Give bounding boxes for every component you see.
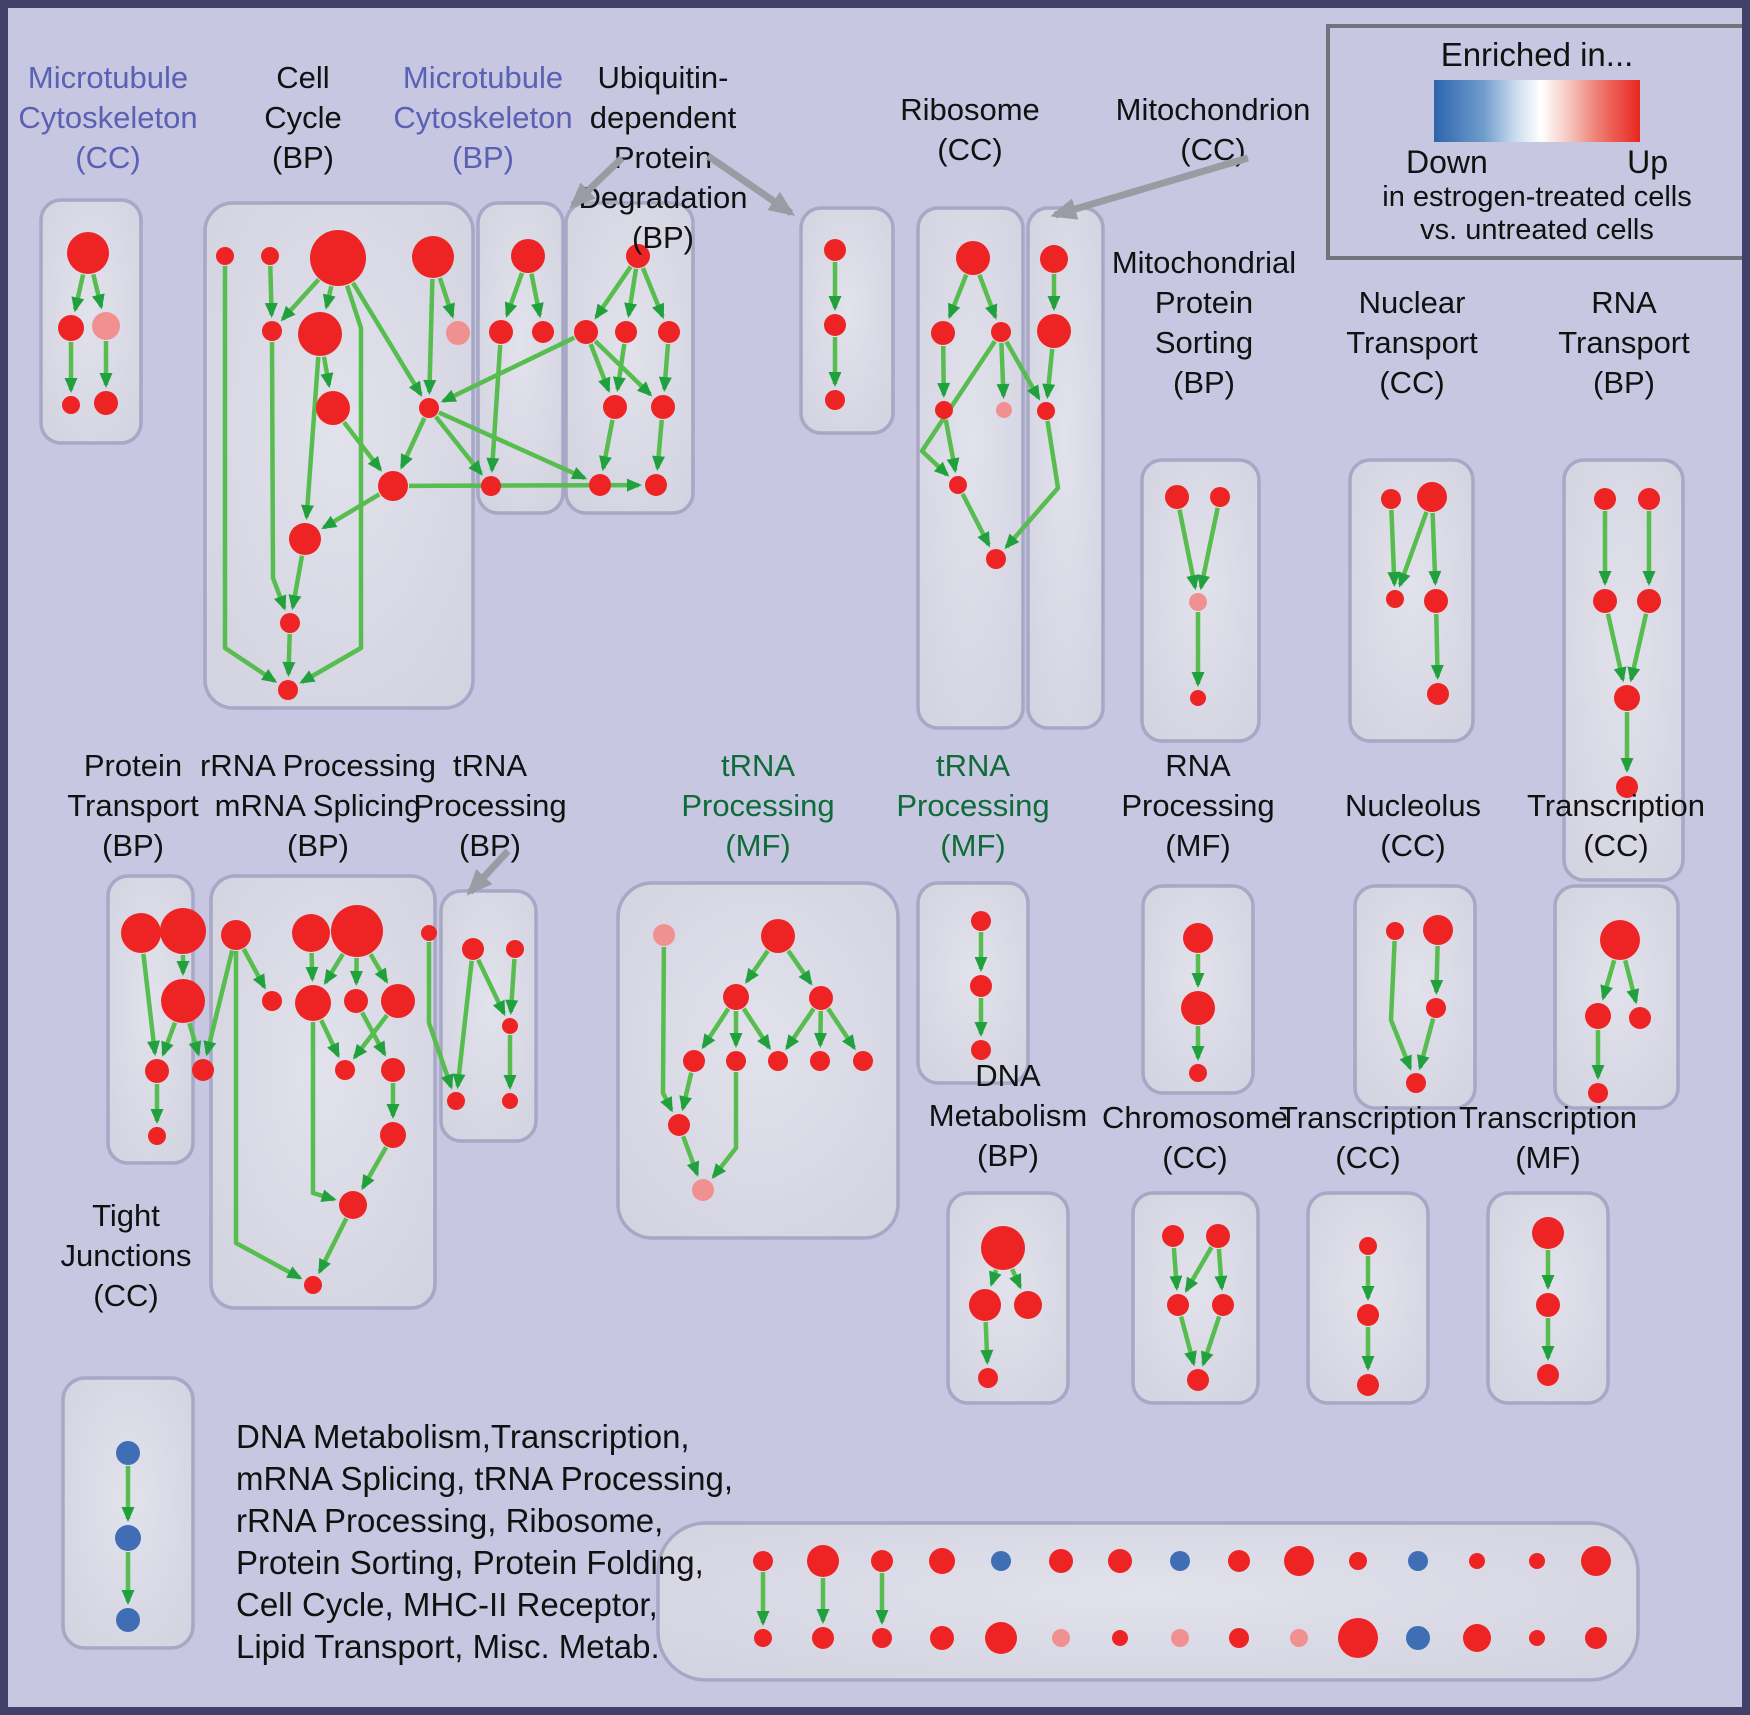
transcription_mf-red-node [1532,1217,1564,1249]
rna_transport-red-node [1614,685,1640,711]
dnamet-red-node [978,1368,998,1388]
nuclear_transport-red-node [1427,683,1449,705]
trnamf_big-pink-node [653,924,675,946]
mito_sorting-red-node [1190,690,1206,706]
trnamf_big-red-node [853,1051,873,1071]
label-protein-transport: Protein Transport (BP) [67,748,199,863]
legend-title: Enriched in... [1440,36,1634,73]
bottombox-top-red-node [753,1551,773,1571]
mito-red-node [1040,245,1068,273]
dnamet-box [948,1193,1068,1403]
label-mito-protein-sorting: Mitochondrial Protein Sorting (BP) [1111,245,1297,400]
nuclear_transport-edge [1391,510,1394,584]
label-microtubule-bp: Microtubule Cytoskeleton (BP) [393,60,573,175]
mt_bp-red-node [481,476,501,496]
transcription_cc_mid-box [1555,886,1678,1108]
cellcycle-edge [270,266,271,315]
trnamf_big-pink-node [692,1179,714,1201]
trnamf_big-red-node [726,1051,746,1071]
trnamf_big-edge [820,1011,821,1045]
label-rna-processing-mf: RNA Processing (MF) [1121,748,1275,863]
bottombox-bottom-red-node [1529,1630,1545,1646]
pt-red-node [121,913,161,953]
rrna-edge [312,953,313,979]
rrna-red-node [295,985,331,1021]
nuclear_transport-red-node [1417,482,1447,512]
label-ribosome: Ribosome (CC) [900,92,1040,167]
label-trna-processing-mf-1: tRNA Processing (MF) [681,748,835,863]
mito-red-node [1037,402,1055,420]
bottombox-top-red-node [871,1550,893,1572]
mt_cc-red-node [67,232,109,274]
rnaproc_mf-red-node [1181,991,1215,1025]
pt-red-node [192,1059,214,1081]
bottombox-top-blue-node [991,1551,1011,1571]
mt_bp-red-node [511,239,545,273]
cellcycle-red-node [298,312,342,356]
trnamf_big-red-node [761,919,795,953]
bottombox-bottom-pink-node [1171,1629,1189,1647]
bottombox-top-red-node [1529,1553,1545,1569]
rnaproc_mf-red-node [1189,1064,1207,1082]
legend-up-label: Up [1627,144,1668,180]
chromosome-edge [1174,1248,1177,1288]
trnabp-red-node [506,940,524,958]
transcription_cc_bot-red-node [1357,1304,1379,1326]
mt_cc-red-node [94,391,118,415]
dnamet-red-node [981,1226,1025,1270]
dnamet-red-node [969,1289,1001,1321]
mt_cc-red-node [58,315,84,341]
bottombox-bottom-red-node [872,1628,892,1648]
misc-enrichment-box [658,1523,1638,1680]
bottombox-top-red-node [1284,1546,1314,1576]
nuclear_transport-red-node [1381,489,1401,509]
ubiq3-red-node [824,239,846,261]
nuclear_transport-edge [1436,614,1437,677]
nucleolus-edge [1436,946,1437,992]
bottombox-top-blue-node [1408,1551,1428,1571]
ubiq9-red-node [615,321,637,343]
chromosome-red-node [1167,1294,1189,1316]
bottombox-top-red-node [929,1548,955,1574]
rna_transport-red-node [1637,589,1661,613]
label-microtubule-cc: Microtubule Cytoskeleton (CC) [18,60,198,175]
cellcycle-red-node [262,321,282,341]
rrna-red-node [421,925,437,941]
ubiq9-red-node [589,474,611,496]
misc-line: mRNA Splicing, tRNA Processing, [236,1460,734,1497]
label-trna-processing-mf-2: tRNA Processing (MF) [896,748,1050,863]
mito_sorting-pink-node [1189,593,1207,611]
rrna-red-node [304,1276,322,1294]
legend-note-line2: vs. untreated cells [1420,214,1654,246]
legend-note-line1: in estrogen-treated cells [1382,181,1692,213]
bottombox-top-red-node [1228,1550,1250,1572]
label-nuclear-transport: Nuclear Transport (CC) [1346,285,1478,400]
misc-line: rRNA Processing, Ribosome, [236,1502,664,1539]
rrna-red-node [339,1191,367,1219]
label-transcription-cc-mid: Transcription (CC) [1526,788,1706,863]
bottombox-top-red-node [1108,1549,1132,1573]
cellcycle-red-node [378,471,408,501]
rrna-red-node [380,1122,406,1148]
mt_cc-red-node [62,396,80,414]
misc-line: Cell Cycle, MHC-II Receptor, [236,1586,658,1623]
label-dna-metabolism: DNA Metabolism (BP) [928,1058,1088,1173]
trnamf_small-red-node [971,1040,991,1060]
tight-blue-node [116,1441,140,1465]
legend-box [1326,24,1748,260]
bottombox-top-red-node [1349,1552,1367,1570]
trnabp-red-node [462,938,484,960]
rrna-red-node [262,991,282,1011]
bottombox-bottom-pink-node [1290,1629,1308,1647]
cellcycle-red-node [289,523,321,555]
transcription_cc_mid-red-node [1600,920,1640,960]
nucleolus-red-node [1423,915,1453,945]
misc-line: Lipid Transport, Misc. Metab. [236,1628,660,1665]
label-transcription-cc-bot: Transcription (CC) [1278,1100,1458,1175]
misc-categories-text [236,1416,733,1668]
label-cell-cycle: Cell Cycle (BP) [264,60,342,175]
nuclear_transport-red-node [1386,590,1404,608]
ubiq9-red-node [651,395,675,419]
rrna-red-node [331,905,383,957]
tight-blue-node [116,1608,140,1632]
rrna-red-node [381,984,415,1018]
mt_bp-red-node [489,320,513,344]
chromosome-edge [1219,1249,1222,1288]
mito_sorting-red-node [1165,485,1189,509]
rrna-red-node [344,989,368,1013]
pt-red-node [148,1127,166,1145]
bottombox-bottom-blue-node [1406,1626,1430,1650]
rrna-red-node [335,1060,355,1080]
trnabp-red-node [502,1018,518,1034]
rrna-red-node [292,914,330,952]
cellcycle-pink-node [446,321,470,345]
ribosome-red-node [949,476,967,494]
trnamf_small-red-node [971,911,991,931]
cellcycle-red-node [280,613,300,633]
ribosome-pink-node [996,402,1012,418]
rna_transport-red-node [1594,488,1616,510]
ubiq9-red-node [645,474,667,496]
bottombox-top-red-node [1049,1549,1073,1573]
ubiq3-box [801,208,893,433]
label-ubiquitin-degradation: Ubiquitin-dependent Protein Degradation (BP) [578,60,748,255]
label-nucleolus: Nucleolus (CC) [1344,788,1482,863]
rrna-red-node [381,1058,405,1082]
chromosome-red-node [1162,1225,1184,1247]
transcription_mf-red-node [1537,1364,1559,1386]
bottombox-bottom-red-node [1112,1630,1128,1646]
tight-blue-node [115,1525,141,1551]
pt-red-node [160,908,206,954]
dnamet-red-node [1014,1291,1042,1319]
bottombox-bottom-red-node [930,1626,954,1650]
label-trna-processing-bp: tRNA Processing (BP) [413,748,567,863]
pt-red-node [145,1059,169,1083]
ribosome-edge [1001,343,1003,396]
trnamf_big-red-node [683,1050,705,1072]
bottombox-bottom-red-node [812,1627,834,1649]
bottombox-top-blue-node [1170,1551,1190,1571]
chromosome-red-node [1187,1369,1209,1391]
ribosome-red-node [986,549,1006,569]
misc-line: Protein Sorting, Protein Folding, [236,1544,704,1581]
pt-red-node [161,979,205,1023]
ubiq9-red-node [603,395,627,419]
label-mitochondrion: Mitochondrion (CC) [1115,92,1311,167]
bottombox-bottom-red-node [1585,1627,1607,1649]
ubiq3-red-node [824,314,846,336]
cellcycle-red-node [316,391,350,425]
mt_bp-red-node [532,321,554,343]
rrna-red-node [221,920,251,950]
dnamet-edge [986,1322,988,1362]
label-chromosome: Chromosome (CC) [1101,1100,1289,1175]
ribosome-red-node [935,401,953,419]
nuclear_transport-box [1350,460,1473,741]
bottombox-top-red-node [1581,1546,1611,1576]
legend-gradient-bar [1434,80,1640,142]
legend-down-label: Down [1406,144,1488,180]
cellcycle-red-node [412,236,454,278]
nucleolus-red-node [1426,998,1446,1018]
nucleolus-red-node [1386,922,1404,940]
label-rrna-mrna: rRNA Processing mRNA Splicing (BP) [199,748,437,863]
cellcycle-red-node [310,230,366,286]
bottombox-bottom-red-node [985,1622,1017,1654]
ribosome-red-node [956,241,990,275]
trnamf_big-red-node [809,986,833,1010]
cellcycle-red-node [419,398,439,418]
trnabp-red-node [447,1092,465,1110]
cellcycle-edge [289,634,290,674]
rna_transport-red-node [1593,589,1617,613]
mito_sorting-red-node [1210,487,1230,507]
transcription_cc_mid-red-node [1629,1007,1651,1029]
nuclear_transport-red-node [1424,589,1448,613]
ribosome-box [918,208,1023,728]
cellcycle-red-node [278,680,298,700]
rnaproc_mf-red-node [1183,923,1213,953]
mito-box [1028,208,1103,728]
cellcycle-red-node [216,247,234,265]
cellcycle-red-node [261,247,279,265]
transcription_cc_mid-red-node [1585,1003,1611,1029]
trnamf_big-red-node [723,984,749,1010]
bottombox-bottom-pink-node [1052,1629,1070,1647]
ubiq3-red-node [825,390,845,410]
trnamf_big-red-node [810,1051,830,1071]
misc-line: DNA Metabolism,Transcription, [236,1418,690,1455]
label-tight-junctions: Tight Junctions (CC) [60,1198,192,1313]
chromosome-red-node [1206,1224,1230,1248]
rna_transport-red-node [1638,488,1660,510]
cellcycle-edge [429,279,432,392]
rnaproc_mf-box [1143,886,1253,1093]
mito-red-node [1037,314,1071,348]
transcription_cc_bot-red-node [1357,1374,1379,1396]
bottombox-bottom-red-node [1463,1624,1491,1652]
ubiq9-red-node [574,320,598,344]
nuclear_transport-edge [1433,513,1436,583]
label-rna-transport: RNA Transport (BP) [1558,285,1690,400]
trnamf_big-red-node [668,1114,690,1136]
trnabp-red-node [502,1093,518,1109]
bottombox-bottom-red-node [1229,1628,1249,1648]
transcription_cc_bot-red-node [1359,1237,1377,1255]
ribosome-red-node [931,321,955,345]
annotation-arrow-to-mitochondrion-box [1055,158,1248,215]
nucleolus-red-node [1406,1073,1426,1093]
bottombox-top-red-node [807,1545,839,1577]
transcription_mf-red-node [1536,1293,1560,1317]
chromosome-red-node [1212,1294,1234,1316]
ribosome-edge [943,346,944,395]
label-transcription-mf: Transcription (MF) [1458,1100,1638,1175]
ribosome-red-node [991,322,1011,342]
bottombox-top-red-node [1469,1553,1485,1569]
ubiq9-red-node [658,321,680,343]
bottombox-bottom-red-node [754,1629,772,1647]
bottombox-bottom-red-node [1338,1618,1378,1658]
trnamf_big-red-node [768,1051,788,1071]
mt_cc-pink-node [92,312,120,340]
trnamf_small-red-node [970,975,992,997]
